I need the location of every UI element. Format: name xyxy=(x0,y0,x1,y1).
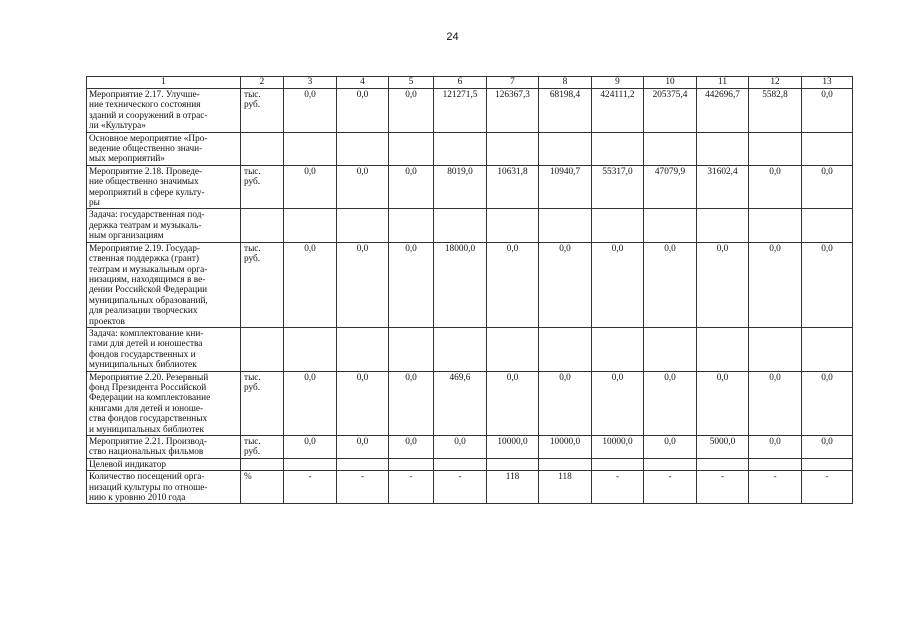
value-cell xyxy=(389,327,434,371)
value-cell: - xyxy=(337,471,389,504)
value-cell xyxy=(337,132,389,165)
activity-name-line: гами для детей и юношества xyxy=(89,339,203,350)
value-cell: 0,0 xyxy=(487,371,539,435)
unit-cell xyxy=(241,242,284,327)
activity-name-line: дении Российской Федерации xyxy=(89,285,208,296)
value-cell xyxy=(487,327,539,371)
table-row xyxy=(87,458,853,470)
unit-line: руб. xyxy=(244,100,261,111)
column-number-row xyxy=(87,77,853,89)
activity-name-line: нию к уровню 2010 года xyxy=(89,493,186,504)
value-cell xyxy=(284,132,337,165)
unit-line: тыс. xyxy=(244,243,261,254)
activity-name-line: Мероприятие 2.21. Производ- xyxy=(89,437,208,447)
activity-name-line: мероприятий в сфере культу- xyxy=(89,187,205,198)
value-cell: 0,0 xyxy=(337,436,389,459)
unit-cell xyxy=(241,458,284,470)
value-cell xyxy=(592,132,644,165)
activity-name-line: Мероприятие 2.18. Проведе- xyxy=(89,166,203,177)
value-cell: 0,0 xyxy=(389,436,434,459)
value-cell xyxy=(749,209,802,242)
value-cell: 0,0 xyxy=(337,165,389,209)
activity-name-line: Задача: государственная под- xyxy=(89,210,205,221)
page-number: 24 xyxy=(446,31,459,43)
column-number-6: 6 xyxy=(434,77,487,89)
activity-name-line: ства фондов государственных xyxy=(89,414,208,425)
activity-name-line: Мероприятие 2.17. Улучше- xyxy=(89,90,200,100)
value-cell: 0,0 xyxy=(802,165,853,209)
value-cell: 0,0 xyxy=(389,89,434,133)
value-cell xyxy=(539,327,592,371)
value-cell xyxy=(337,209,389,242)
activity-name-line: фондов государственных и xyxy=(89,349,196,360)
activity-name-line: муниципальных образований, xyxy=(89,295,208,306)
column-number-12: 12 xyxy=(749,77,802,89)
value-cell xyxy=(337,458,389,470)
value-cell xyxy=(539,209,592,242)
value-cell: 469,6 xyxy=(434,371,487,435)
value-cell xyxy=(697,209,749,242)
value-cell: 0,0 xyxy=(284,242,337,327)
value-cell: 0,0 xyxy=(389,165,434,209)
table-row xyxy=(87,165,853,209)
activity-name-cell xyxy=(87,471,241,504)
value-cell xyxy=(802,209,853,242)
unit-line: тыс. xyxy=(244,372,261,383)
activity-name-line: Федерации на комплектование xyxy=(89,393,211,404)
activity-name-line: фонд Президента Российской xyxy=(89,382,207,393)
activity-name-line: Количество посещений орга- xyxy=(89,472,205,483)
value-cell: - xyxy=(284,471,337,504)
activity-name-line: ственная поддержка (грант) xyxy=(89,254,199,265)
value-cell xyxy=(487,132,539,165)
unit-line: тыс. xyxy=(244,437,261,447)
value-cell: 0,0 xyxy=(802,89,853,133)
table-row xyxy=(87,132,853,165)
value-cell xyxy=(644,209,697,242)
value-cell: 0,0 xyxy=(644,242,697,327)
value-cell: 55317,0 xyxy=(592,165,644,209)
value-cell: 205375,4 xyxy=(644,89,697,133)
column-number-3: 3 xyxy=(284,77,337,89)
value-cell: - xyxy=(749,471,802,504)
table-row xyxy=(87,327,853,371)
value-cell xyxy=(802,458,853,470)
value-cell: 0,0 xyxy=(749,242,802,327)
activity-name-line: муниципальных библиотек xyxy=(89,360,197,371)
activity-name-line: низаций культуры по отноше- xyxy=(89,482,208,493)
value-cell: 0,0 xyxy=(284,371,337,435)
value-cell: 0,0 xyxy=(389,242,434,327)
column-number-4: 4 xyxy=(337,77,389,89)
column-number-1: 1 xyxy=(87,77,241,89)
column-number-13: 13 xyxy=(802,77,853,89)
activity-name-cell xyxy=(87,436,241,459)
value-cell xyxy=(539,458,592,470)
value-cell xyxy=(697,327,749,371)
activity-name-line: низациям, находящимся в ве- xyxy=(89,274,206,285)
value-cell: 0,0 xyxy=(284,89,337,133)
value-cell xyxy=(644,458,697,470)
value-cell: 0,0 xyxy=(802,436,853,459)
value-cell: 0,0 xyxy=(487,242,539,327)
value-cell: 424111,2 xyxy=(592,89,644,133)
value-cell: 0,0 xyxy=(802,371,853,435)
activity-name-line: держка театрам и музыкаль- xyxy=(89,220,202,231)
value-cell: 0,0 xyxy=(592,242,644,327)
activity-name-line: ние технического состояния xyxy=(89,100,201,111)
activity-name-line: книгами для детей и юноше- xyxy=(89,403,204,414)
value-cell xyxy=(749,458,802,470)
value-cell: 0,0 xyxy=(539,371,592,435)
value-cell: 10940,7 xyxy=(539,165,592,209)
value-cell xyxy=(284,458,337,470)
value-cell xyxy=(802,327,853,371)
activity-name-line: проектов xyxy=(89,316,125,327)
value-cell: 10000,0 xyxy=(539,436,592,459)
activity-name-cell xyxy=(87,209,241,242)
value-cell xyxy=(697,458,749,470)
value-cell: 31602,4 xyxy=(697,165,749,209)
activity-name-cell xyxy=(87,242,241,327)
column-number-7: 7 xyxy=(487,77,539,89)
unit-cell xyxy=(241,209,284,242)
value-cell xyxy=(389,209,434,242)
value-cell: 10000,0 xyxy=(487,436,539,459)
table-row xyxy=(87,436,853,459)
unit-cell xyxy=(241,132,284,165)
activity-name-cell xyxy=(87,458,241,470)
value-cell: 10000,0 xyxy=(592,436,644,459)
activity-name-line: и муниципальных библиотек xyxy=(89,424,205,435)
value-cell xyxy=(434,132,487,165)
value-cell: 0,0 xyxy=(389,371,434,435)
value-cell: 0,0 xyxy=(434,436,487,459)
activity-name-line: ние общественно значимых xyxy=(89,177,199,188)
activity-name-line: Задача: комплектование кни- xyxy=(89,328,204,339)
value-cell: 0,0 xyxy=(749,436,802,459)
column-number-10: 10 xyxy=(644,77,697,89)
value-cell: 0,0 xyxy=(749,165,802,209)
unit-line: руб. xyxy=(244,382,261,393)
value-cell xyxy=(592,209,644,242)
column-number-9: 9 xyxy=(592,77,644,89)
unit-cell xyxy=(241,165,284,209)
program-activities-table xyxy=(86,76,853,504)
value-cell xyxy=(284,209,337,242)
activity-name-line: для реализации творческих xyxy=(89,306,198,317)
activity-name-cell xyxy=(87,132,241,165)
unit-cell xyxy=(241,89,284,133)
value-cell: 0,0 xyxy=(802,242,853,327)
value-cell: 0,0 xyxy=(284,165,337,209)
column-number-2: 2 xyxy=(241,77,284,89)
value-cell xyxy=(284,327,337,371)
activity-name-line: Мероприятие 2.19. Государ- xyxy=(89,243,200,254)
activity-name-cell xyxy=(87,89,241,133)
table-row xyxy=(87,89,853,133)
value-cell: 10631,8 xyxy=(487,165,539,209)
unit-cell xyxy=(241,371,284,435)
value-cell: 0,0 xyxy=(337,371,389,435)
column-number-5: 5 xyxy=(389,77,434,89)
value-cell xyxy=(337,327,389,371)
value-cell: 126367,3 xyxy=(487,89,539,133)
activity-name-line: ли «Культура» xyxy=(89,121,146,132)
unit-cell xyxy=(241,436,284,459)
value-cell xyxy=(644,132,697,165)
value-cell xyxy=(434,458,487,470)
value-cell: 0,0 xyxy=(539,242,592,327)
value-cell xyxy=(434,327,487,371)
value-cell: 0,0 xyxy=(644,436,697,459)
value-cell xyxy=(434,209,487,242)
value-cell xyxy=(802,132,853,165)
value-cell: 0,0 xyxy=(337,89,389,133)
value-cell: - xyxy=(434,471,487,504)
activity-name-line: Мероприятие 2.20. Резервный xyxy=(89,372,209,383)
activity-name-line: Основное мероприятие «Про- xyxy=(89,133,208,144)
value-cell: 5582,8 xyxy=(749,89,802,133)
activity-name-line: ведение общественно значи- xyxy=(89,144,203,155)
value-cell: 118 xyxy=(487,471,539,504)
value-cell: - xyxy=(697,471,749,504)
activity-name-line: ным организациям xyxy=(89,231,164,242)
value-cell: 0,0 xyxy=(749,371,802,435)
value-cell: 442696,7 xyxy=(697,89,749,133)
unit-line: руб. xyxy=(244,447,261,458)
activity-name-cell xyxy=(87,327,241,371)
unit-line: % xyxy=(244,472,252,483)
value-cell: 0,0 xyxy=(592,371,644,435)
value-cell: 0,0 xyxy=(644,371,697,435)
value-cell xyxy=(389,458,434,470)
column-number-8: 8 xyxy=(539,77,592,89)
value-cell: 68198,4 xyxy=(539,89,592,133)
value-cell: - xyxy=(389,471,434,504)
value-cell xyxy=(749,132,802,165)
value-cell: - xyxy=(802,471,853,504)
unit-line: руб. xyxy=(244,254,261,265)
activity-name-line: зданий и сооружений в отрас- xyxy=(89,110,208,121)
table-row xyxy=(87,471,853,504)
value-cell xyxy=(592,327,644,371)
activity-name-cell xyxy=(87,165,241,209)
unit-cell xyxy=(241,471,284,504)
unit-line: руб. xyxy=(244,177,261,188)
value-cell: - xyxy=(592,471,644,504)
unit-line: тыс. xyxy=(244,166,261,177)
value-cell: 5000,0 xyxy=(697,436,749,459)
activity-name-line: мых мероприятий» xyxy=(89,154,165,165)
value-cell xyxy=(749,327,802,371)
value-cell xyxy=(644,327,697,371)
value-cell: 118 xyxy=(539,471,592,504)
table-row xyxy=(87,371,853,435)
table-row xyxy=(87,242,853,327)
value-cell: 0,0 xyxy=(284,436,337,459)
activity-name-line: Целевой индикатор xyxy=(89,459,167,470)
value-cell xyxy=(697,132,749,165)
value-cell: - xyxy=(644,471,697,504)
activity-name-line: ство национальных фильмов xyxy=(89,447,204,458)
value-cell: 0,0 xyxy=(697,242,749,327)
value-cell xyxy=(539,132,592,165)
activity-name-cell xyxy=(87,371,241,435)
value-cell: 0,0 xyxy=(697,371,749,435)
value-cell: 8019,0 xyxy=(434,165,487,209)
unit-line: тыс. xyxy=(244,90,261,100)
table-row xyxy=(87,209,853,242)
activity-name-line: театрам и музыкальным орга- xyxy=(89,264,208,275)
column-number-11: 11 xyxy=(697,77,749,89)
value-cell: 0,0 xyxy=(337,242,389,327)
activity-name-line: ры xyxy=(89,198,100,209)
value-cell xyxy=(487,209,539,242)
value-cell xyxy=(592,458,644,470)
value-cell: 121271,5 xyxy=(434,89,487,133)
value-cell xyxy=(487,458,539,470)
unit-cell xyxy=(241,327,284,371)
value-cell: 47079,9 xyxy=(644,165,697,209)
value-cell: 18000,0 xyxy=(434,242,487,327)
value-cell xyxy=(389,132,434,165)
